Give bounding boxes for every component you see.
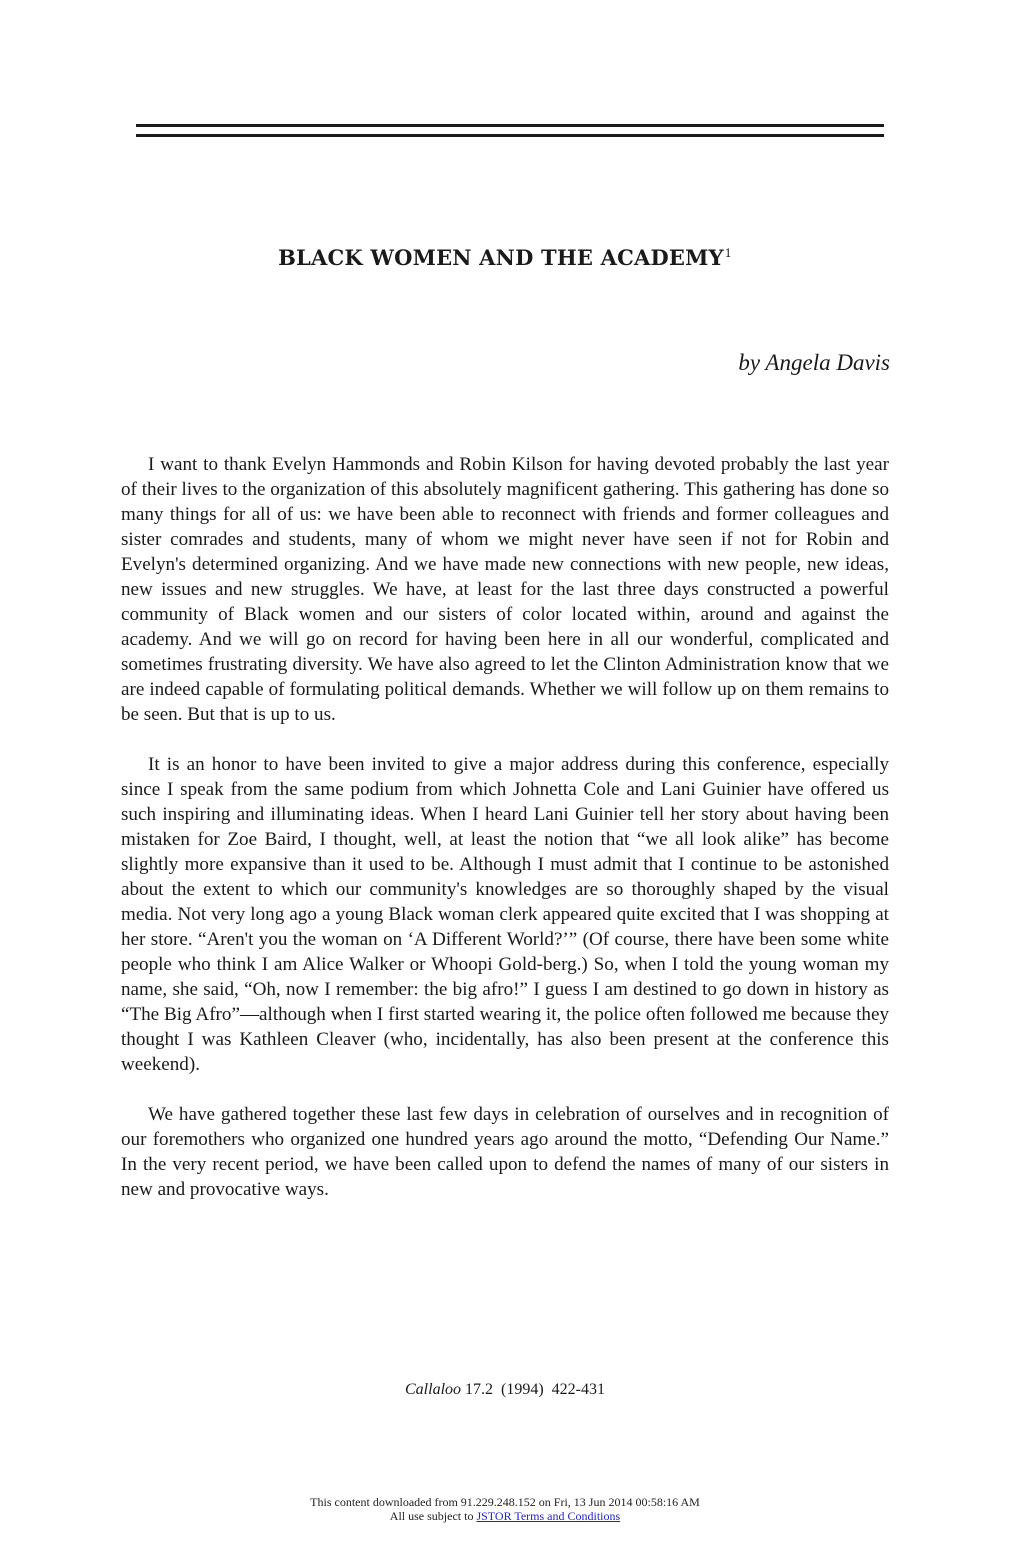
citation-journal: Callaloo: [405, 1381, 462, 1398]
header-rule-bottom: [136, 134, 884, 137]
download-notice: This content downloaded from 91.229.248.152 on Fri, 13 Jun 2014 00:58:16 AM: [310, 1495, 700, 1509]
paragraph-2: It is an honor to have been invited to give a major address during this conference, especially since I speak from the same podium from which Johnetta Cole and Lani Guinier have offered us such inspiring and illuminating ideas. When I heard Lani Guinier tell her story about having been mistaken for Zoe Baird, I thought, well, at least the notion that “we all look alike” has become slightly more expansive than it used to be. Although I must admit that I continue to be astonished about the extent to which our community's knowledges are so thoroughly shaped by the visual media. Not very long ago a young Black woman clerk appeared quite excited that I was shopping at her store. “Aren't you the woman on ‘A Different World?’” (Of course, there have been some white people who think I am Alice Walker or Whoopi Gold-berg.) So, when I told the young woman my name, she said, “Oh, now I remember: the big afro!” I guess I am destined to go down in history as “The Big Afro”—although when I first started wearing it, the police often followed me because they thought I was Kathleen Cleaver (who, incidentally, has also been present at the conference this weekend).: [121, 754, 889, 1075]
citation-pages: 422-431: [551, 1381, 605, 1398]
download-footer: [0, 1495, 1010, 1523]
footnote-marker[interactable]: 1: [724, 247, 732, 260]
paragraph-1: I want to thank Evelyn Hammonds and Robin Kilson for having devoted probably the last year of their lives to the organization of this absolutely magnificent gathering. This gathering has done so many things for all of us: we have been able to reconnect with friends and former colleagues and sister comrades and students, many of whom we might never have seen if not for Robin and Evelyn's determined organizing. And we have made new connections with new people, new ideas, new issues and new struggles. We have, at least for the last three days constructed a powerful community of Black women and our sisters of color located within, around and against the academy. And we will go on record for having been here in all our wonderful, complicated and sometimes frustrating diversity. We have also agreed to let the Clinton Administration know that we are indeed capable of formulating political demands. Whether we will follow up on them remains to be seen. But that is up to us.: [121, 454, 889, 725]
article-title: [0, 245, 1010, 270]
citation-line: [0, 1381, 1010, 1399]
citation-year: (1994): [501, 1381, 544, 1398]
jstor-terms-link[interactable]: JSTOR Terms and Conditions: [476, 1509, 621, 1523]
article-title-text: BLACK WOMEN AND THE ACADEMY: [278, 245, 724, 270]
terms-prefix: All use subject to: [389, 1509, 474, 1523]
paragraph-3: We have gathered together these last few days in celebration of ourselves and in recognition of our foremothers who organized one hundred years ago around the motto, “Defending Our Name.” In the very recent period, we have been called upon to defend the names of many of our sisters in new and provocative ways.: [121, 1104, 889, 1200]
author-byline: by Angela Davis: [738, 350, 890, 375]
article-body: [121, 452, 889, 1227]
terms-line: [0, 1509, 1010, 1523]
citation-volume: 17.2: [465, 1381, 494, 1398]
header-rule-top: [136, 124, 884, 127]
